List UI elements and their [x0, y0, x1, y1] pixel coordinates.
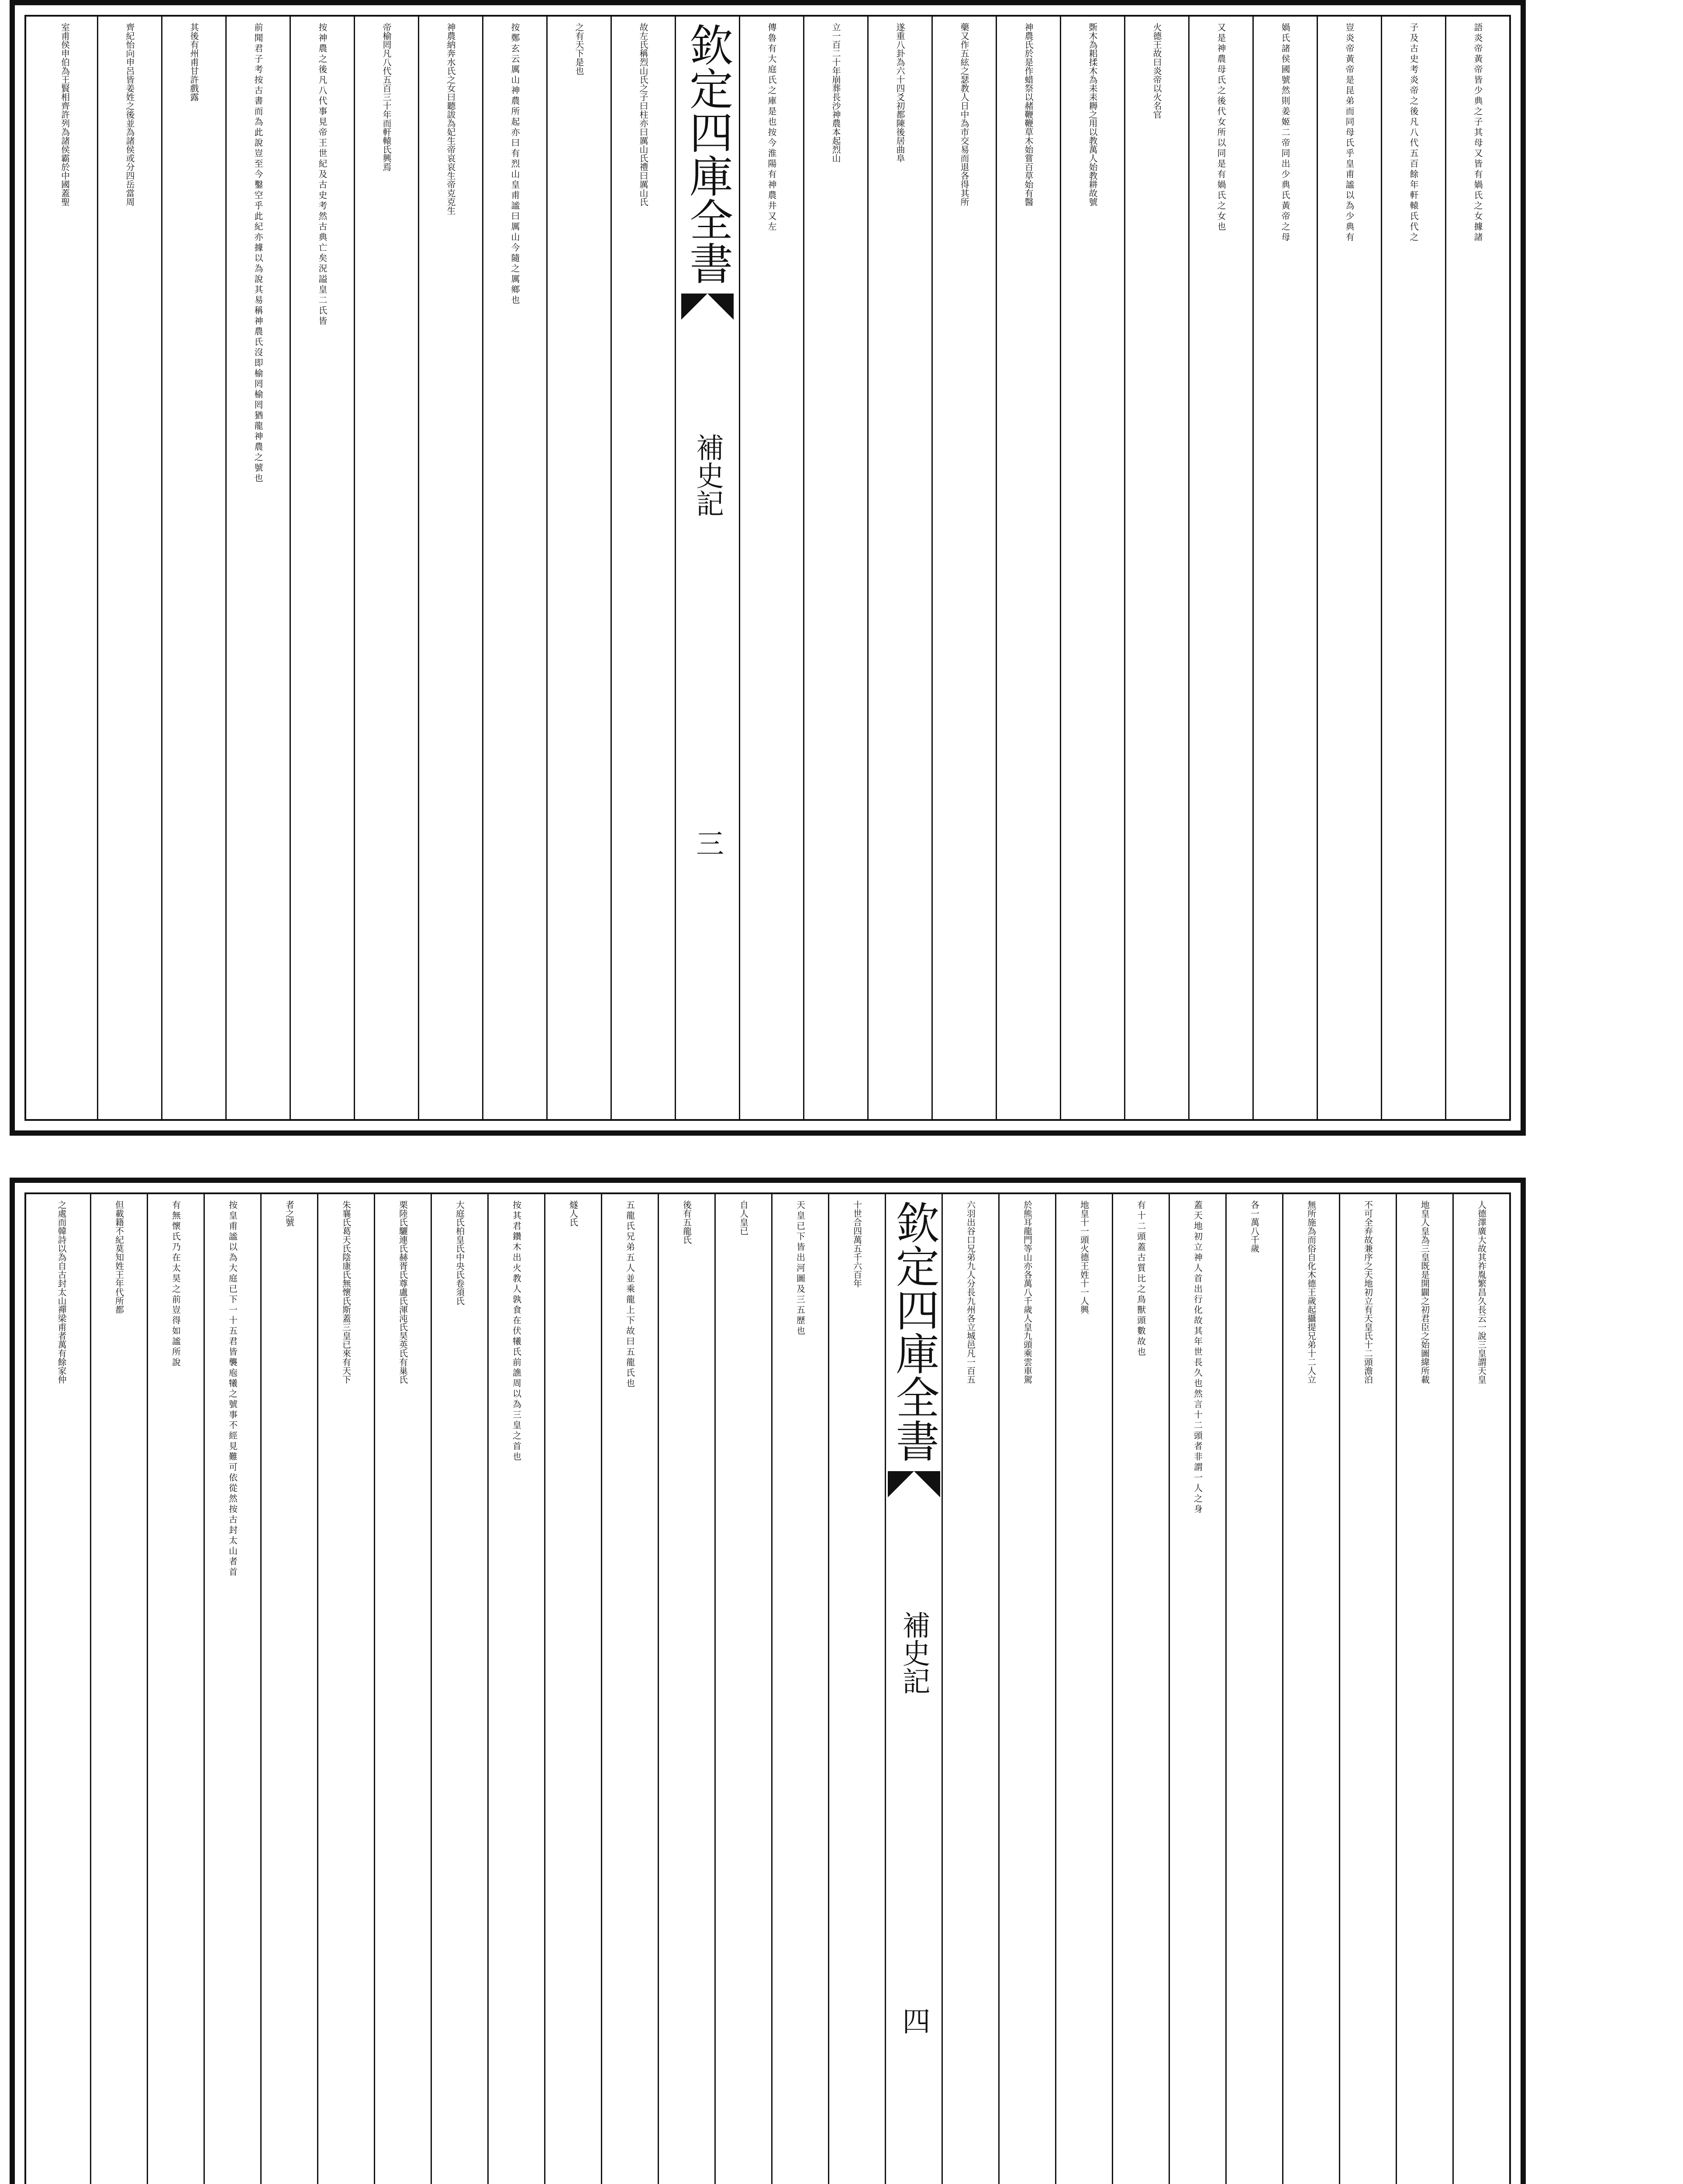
commentary-text: 五龍氏兄弟五人並乘龍上下故曰五龍氏也	[624, 1200, 635, 1389]
main-text-column	[1060, 17, 1124, 1119]
commentary-column	[290, 17, 354, 1119]
main-text-column	[942, 1194, 998, 2184]
commentary-column	[147, 1194, 203, 2184]
commentary-text: 媧氏諸侯國號然則姜姬二帝同出少典氏黃帝之母	[1280, 23, 1290, 243]
commentary-column	[482, 17, 546, 1119]
main-text-column	[610, 17, 675, 1119]
main-text: 地皇十一頭火德王姓十一人興	[1079, 1200, 1090, 1314]
fishtail-mark-icon	[888, 1471, 940, 1497]
leaf-number: 四	[897, 2007, 930, 2035]
main-text: 人德澤廣大故其祚胤繁昌久長云一說三皇謂天皇	[1476, 1200, 1487, 1384]
commentary-column	[1381, 17, 1445, 1119]
main-text: 十世合四萬五千六百年	[852, 1200, 862, 1288]
main-text-column	[1282, 1194, 1339, 2184]
main-text: 者之號	[284, 1200, 295, 1227]
main-text: 遂重八卦為六十四爻初都陳後居曲阜	[895, 23, 905, 162]
commentary-column	[487, 1194, 544, 2184]
main-text: 後有五龍氏	[681, 1200, 692, 1244]
main-text: 各一萬八千歲	[1249, 1200, 1260, 1253]
main-text: 無所施為而俗自化木德王歲起攝提兄弟十二人立	[1306, 1200, 1317, 1384]
commentary-text: 按鄭玄云厲山神農所起亦曰有烈山皇甫謐曰厲山今隨之厲鄉也	[510, 23, 520, 306]
commentary-column	[203, 1194, 260, 2184]
commentary-column	[739, 17, 803, 1119]
main-text-column	[354, 17, 418, 1119]
main-text-column	[90, 1194, 147, 2184]
main-text: 故左氏稱烈山氏之子曰柱亦曰厲山氏禮曰厲山氏	[638, 23, 648, 206]
commentary-text: 蓋天地初立神人首出行化故其年世長久也然言十二頭者非謂一人之身	[1192, 1200, 1203, 1515]
main-text: 但載籍不紀莫知姓王年代所都	[114, 1200, 124, 1314]
center-fold-column	[885, 1194, 942, 2184]
commentary-text: 語炎帝黃帝皆少典之子其母又皆有媧氏之女據諸	[1473, 23, 1483, 243]
main-text-column	[1396, 1194, 1452, 2184]
leaf-number: 三	[691, 829, 724, 857]
main-text-column	[260, 1194, 317, 2184]
main-text-column	[1339, 1194, 1396, 2184]
main-text: 朱襄氏葛天氏陰康氏無懷氏斯蓋三皇已來有天下	[341, 1200, 352, 1384]
commentary-text: 有十二頭蓋古質比之鳥獸頭數故也	[1135, 1200, 1146, 1358]
main-text: 神農納奔水氏之女曰聽詙為妃生帝哀哀生帝克克生	[445, 23, 456, 215]
commentary-column	[601, 1194, 658, 2184]
main-text-column	[867, 17, 931, 1119]
commentary-text: 子及古史考炎帝之後凡八代五百餘年軒轅氏代之	[1408, 23, 1419, 243]
main-text: 之有天下是也	[574, 23, 584, 75]
main-text-column	[161, 17, 225, 1119]
commentary-column	[1445, 17, 1509, 1119]
main-text: 大庭氏柏皇氏中央氏卷須氏	[454, 1200, 465, 1305]
fishtail-mark-icon	[681, 294, 734, 320]
main-text: 神農氏於是作蜡祭以赭鞭鞭草木始嘗百草始有醫	[1023, 23, 1034, 206]
main-text: 齊紀怡向申呂皆姜姓之後並為諸侯或分四岳當周	[124, 23, 135, 206]
main-text-column	[828, 1194, 885, 2184]
main-text-column	[544, 1194, 601, 2184]
center-fold-content	[886, 1194, 942, 2184]
section-title: 補史記	[691, 433, 724, 517]
center-fold-column	[675, 17, 739, 1119]
main-text-column	[546, 17, 610, 1119]
main-text: 不可全弃故兼序之天地初立有天皇氏十二頭澹泊	[1362, 1200, 1373, 1384]
main-text-column	[714, 1194, 771, 2184]
main-text: 藥又作五絃之瑟教人日中為市交易而退各得其所	[959, 23, 969, 206]
main-text: 其後有州甫甘許戲露	[189, 23, 199, 101]
main-text: 立一百二十年崩葬長沙神農本起烈山	[831, 23, 841, 162]
commentary-column	[1188, 17, 1252, 1119]
commentary-text: 前聞君子考按古書而為此說豈至今鑿空乎此紀亦據以為說其易稱神農氏沒即榆罔榆罔猶龍神農之號也	[253, 23, 263, 484]
commentary-column	[225, 17, 290, 1119]
main-text: 自人皇已	[738, 1200, 749, 1235]
center-fold-content	[676, 17, 739, 1119]
commentary-text: 天皇已下皆出河圖及三五歷也	[795, 1200, 806, 1337]
main-text: 火德王故曰炎帝以火名官	[1152, 23, 1162, 119]
main-text-column	[1225, 1194, 1282, 2184]
main-text: 六羽出谷口兄弟九人分長九州各立城邑凡一百五	[965, 1200, 976, 1384]
commentary-text: 傳魯有大庭氏之庫是也按今淮陽有神農井又左	[766, 23, 777, 232]
commentary-column	[1169, 1194, 1225, 2184]
main-text-column	[374, 1194, 431, 2184]
main-text-column	[1452, 1194, 1509, 2184]
commentary-column	[1317, 17, 1381, 1119]
commentary-text: 按皇甫謐以為大庭已下一十五君皆襲庖犧之號事不經見難可依從然按古封太山者首	[227, 1200, 238, 1578]
main-text: 之處而韓詩以為自古封太山禪梁甫者萬有餘家仲	[56, 1200, 67, 1384]
main-text: 帝榆罔凡八代五百三十年而軒轅氏興焉	[381, 23, 392, 171]
commentary-text: 豈炎帝黃帝是昆弟而同母氏乎皇甫謐以為少典有	[1344, 23, 1355, 243]
main-text-column	[317, 1194, 374, 2184]
main-text: 栗陸氏驪連氏赫胥氏尊盧氏渾沌氏昊英氏有巢氏	[397, 1200, 408, 1384]
main-text-column	[97, 17, 161, 1119]
main-text: 地皇人皇為三皇既是開闢之初君臣之始圖緯所載	[1419, 1200, 1430, 1384]
main-text-column	[931, 17, 996, 1119]
lower-page	[10, 1178, 1526, 2184]
main-text: 室甫侯申伯為王賢相齊許列為諸侯霸於中國蓋聖	[59, 23, 70, 206]
main-text-column	[418, 17, 482, 1119]
commentary-column	[1112, 1194, 1169, 2184]
upper-page	[10, 0, 1526, 1136]
main-text-column	[33, 17, 97, 1119]
main-text-column	[998, 1194, 1055, 2184]
commentary-column	[771, 1194, 828, 2184]
commentary-text: 又是神農母氏之後代女所以同是有媧氏之女也	[1216, 23, 1226, 232]
main-text-column	[803, 17, 867, 1119]
main-text-column	[1124, 17, 1188, 1119]
main-text-column	[1055, 1194, 1112, 2184]
main-text-column	[658, 1194, 714, 2184]
commentary-text: 按其君鑽木出火教人孰食在伏犧氏前譙周以為三皇之首也	[511, 1200, 522, 1462]
main-text: 斲木為耜揉木為耒耒耨之用以教萬人始教耕故號	[1087, 23, 1098, 206]
main-text-column	[996, 17, 1060, 1119]
section-title: 補史記	[897, 1611, 930, 1695]
main-text: 燧人氏	[568, 1200, 579, 1227]
commentary-text: 有無懷氏乃在太昊之前豈得如謐所說	[170, 1200, 181, 1368]
main-text-column	[431, 1194, 487, 2184]
main-text: 於熊耳龍門等山亦各萬八千歲人皇九頭乘雲車駕	[1022, 1200, 1033, 1384]
book-title: 欽定四庫全書	[888, 1200, 940, 1462]
commentary-text: 按神農之後凡八代事見帝王世紀及古史考然古典亡矣況謚皇二氏皆	[317, 23, 328, 327]
book-title: 欽定四庫全書	[682, 23, 733, 285]
upper-page-columns	[24, 15, 1511, 1121]
main-text-column	[33, 1194, 90, 2184]
commentary-column	[1252, 17, 1317, 1119]
lower-page-columns	[24, 1192, 1511, 2184]
